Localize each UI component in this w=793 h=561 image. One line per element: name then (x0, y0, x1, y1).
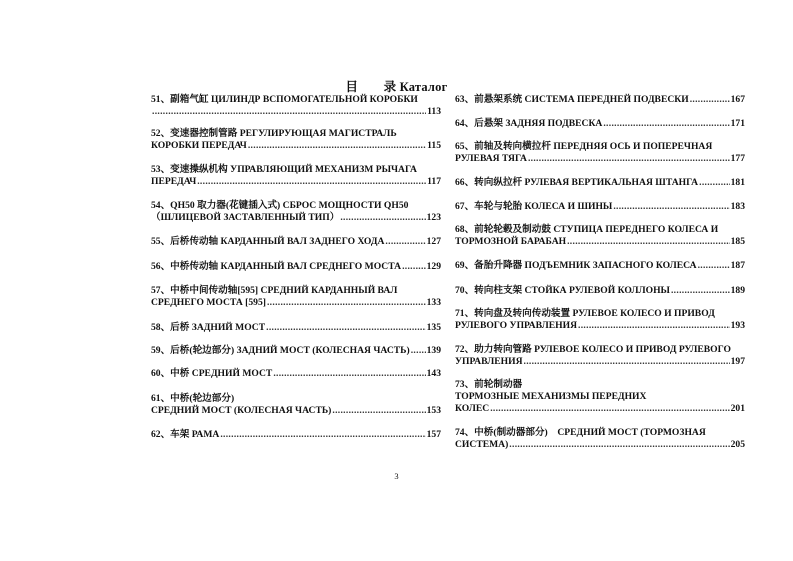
page-number: 3 (394, 471, 399, 481)
dot-leader (613, 201, 729, 213)
toc-page-number: 185 (730, 236, 745, 247)
toc-page-number: 129 (426, 261, 441, 272)
dot-leader (332, 405, 425, 417)
toc-entry[interactable] (455, 344, 745, 368)
toc-entry-text: ТОРМОЗНОЙ БАРАБАН (455, 236, 567, 247)
toc-entry-text: ТОРМОЗНЫЕ МЕХАНИЗМЫ ПЕРЕДНИХ (455, 391, 647, 402)
toc-entry-text: 52、变速器控制管路 РЕГУЛИРУЮЩАЯ МАГИСТРАЛЬ (151, 128, 397, 139)
toc-page-number: 153 (426, 405, 441, 416)
dot-leader (578, 320, 730, 332)
toc-entry[interactable] (151, 368, 441, 380)
dot-leader (273, 368, 425, 380)
toc-entry[interactable] (455, 427, 745, 451)
toc-page-number: 197 (730, 356, 745, 367)
toc-entry-text: 71、转向盘及转向传动装置 РУЛЕВОЕ КОЛЕСО И ПРИВОД (455, 308, 715, 319)
toc-entry-text: СРЕДНИЙ МОСТ (КОЛЕСНАЯ ЧАСТЬ) (151, 405, 332, 416)
toc-entry-text: РУЛЕВАЯ ТЯГА (455, 153, 527, 164)
toc-entry-text: СРЕДНЕГО МОСТА [595] (151, 297, 266, 308)
toc-page-number: 143 (426, 368, 441, 379)
toc-page-number: 181 (730, 177, 745, 188)
dot-leader (528, 153, 730, 165)
toc-entry[interactable] (455, 224, 745, 248)
dot-leader (340, 212, 425, 224)
dot-leader (411, 345, 426, 357)
toc-entry[interactable] (151, 128, 441, 152)
toc-page-number: 177 (730, 153, 745, 164)
dot-leader (267, 297, 426, 309)
toc-entry-text: 66、转向纵拉杆 РУЛЕВАЯ ВЕРТИКАЛЬНАЯ ШТАНГА (455, 177, 699, 188)
toc-entry-text: 61、中桥(轮边部分) (151, 393, 235, 404)
toc-entry-text: ПЕРЕДАЧ (151, 176, 197, 187)
dot-leader (385, 236, 425, 248)
toc-entry-text: 68、前轮轮毂及制动鼓 СТУПИЦА ПЕРЕДНЕГО КОЛЕСА И (455, 224, 719, 235)
toc-page-number: 117 (427, 176, 441, 187)
toc-entry[interactable] (455, 118, 745, 130)
dot-leader (603, 118, 729, 130)
toc-entry-text: КОЛЕС (455, 403, 490, 414)
toc-entry-text: 69、备胎升降器 ПОДЪЕМНИК ЗАПАСНОГО КОЛЕСА (455, 260, 697, 271)
toc-entry-text: 56、中桥传动轴 КАРДАННЫЙ ВАЛ СРЕДНЕГО МОСТА (151, 261, 402, 272)
page-title: 目 录 Каталог (345, 80, 448, 94)
toc-entry-text: СИСТЕМА) (455, 439, 509, 450)
toc-entry[interactable] (455, 177, 745, 189)
toc-entry[interactable] (151, 200, 441, 224)
toc-entry[interactable] (151, 164, 441, 188)
toc-entry-text: 51、副箱气缸 ЦИЛИНДР ВСПОМОГАТЕЛЬНОЙ КОРОБКИ (151, 94, 418, 105)
toc-entry[interactable] (455, 201, 745, 213)
toc-entry[interactable] (151, 322, 441, 334)
dot-leader (152, 106, 426, 118)
toc-entry[interactable] (151, 429, 441, 441)
toc-page-number: 205 (730, 439, 745, 450)
toc-page-number: 133 (426, 297, 441, 308)
toc-entry[interactable] (455, 379, 745, 415)
toc-entry-text: 63、前悬架系统 СИСТЕМА ПЕРЕДНЕЙ ПОДВЕСКИ (455, 94, 689, 105)
toc-entry-text: 59、后桥(轮边部分) ЗАДНИЙ МОСТ (КОЛЕСНАЯ ЧАСТЬ) (151, 345, 410, 356)
dot-leader (248, 140, 426, 152)
toc-entry[interactable] (151, 236, 441, 248)
toc-entry-text: 54、QH50 取力器(花键插入式) СБРОС МОЩНОСТИ QH50 (151, 200, 409, 211)
toc-page-number: 113 (427, 106, 441, 117)
toc-page-number: 127 (426, 236, 441, 247)
dot-leader (490, 403, 729, 415)
toc-page-number: 157 (426, 429, 441, 440)
toc-entry-text: 60、中桥 СРЕДНИЙ МОСТ (151, 368, 273, 379)
dot-leader (197, 176, 426, 188)
toc-entry[interactable] (455, 260, 745, 272)
toc-entry-text: 65、前轴及转向横拉杆 ПЕРЕДНЯЯ ОСЬ И ПОПЕРЕЧНАЯ (455, 141, 713, 152)
toc-entry-text: 67、车轮与轮胎 КОЛЕСА И ШИНЫ (455, 201, 613, 212)
dot-leader (220, 429, 425, 441)
toc-entry[interactable] (455, 308, 745, 332)
toc-entry-text: 53、变速操纵机构 УПРАВЛЯЮЩИЙ МЕХАНИЗМ РЫЧАГА (151, 164, 417, 175)
toc-entry-text: КОРОБКИ ПЕРЕДАЧ (151, 140, 247, 151)
toc-entry-text: （ШЛИЦЕВОЙ ЗАСТАВЛЕННЫЙ ТИП） (151, 212, 340, 223)
toc-page-number: 171 (730, 118, 745, 129)
toc-entry-text: 73、前轮制动器 (455, 379, 523, 390)
toc-page-number: 135 (426, 322, 441, 333)
dot-leader (690, 94, 730, 106)
toc-page-number: 183 (730, 201, 745, 212)
toc-entry[interactable] (455, 285, 745, 297)
toc-page-number: 167 (730, 94, 745, 105)
toc-entry-text: 58、后桥 ЗАДНИЙ МОСТ (151, 322, 266, 333)
dot-leader (402, 261, 426, 273)
dot-leader (524, 356, 730, 368)
toc-entry[interactable] (455, 141, 745, 165)
dot-leader (567, 236, 730, 248)
toc-page-number: 123 (426, 212, 441, 223)
dot-leader (699, 177, 729, 189)
toc-page-number: 189 (730, 285, 745, 296)
toc-entry[interactable] (151, 285, 441, 309)
toc-entry[interactable] (151, 345, 441, 357)
toc-entry[interactable] (151, 393, 441, 417)
dot-leader (266, 322, 425, 334)
dot-leader (671, 285, 730, 297)
toc-entry[interactable] (151, 261, 441, 273)
dot-leader (698, 260, 730, 272)
dot-leader (509, 439, 729, 451)
toc-entry-text: 64、后悬架 ЗАДНЯЯ ПОДВЕСКА (455, 118, 603, 129)
toc-page-number: 201 (730, 403, 745, 414)
toc-page-number: 193 (730, 320, 745, 331)
toc-entry-text: 62、车架 РАМА (151, 429, 220, 440)
toc-entry-text: 74、中桥(制动器部分) СРЕДНИЙ МОСТ (ТОРМОЗНАЯ (455, 427, 706, 438)
toc-entry[interactable] (151, 94, 441, 118)
toc-page-number: 115 (427, 140, 441, 151)
toc-entry-text: 70、转向柱支架 СТОЙКА РУЛЕВОЙ КОЛЛОНЫ (455, 285, 670, 296)
toc-entry-text: УПРАВЛЕНИЯ (455, 356, 523, 367)
toc-page-number: 139 (426, 345, 441, 356)
toc-entry-text: РУЛЕВОГО УПРАВЛЕНИЯ (455, 320, 578, 331)
toc-page-number: 187 (730, 260, 745, 271)
toc-entry-text: 57、中桥中间传动轴[595] СРЕДНИЙ КАРДАННЫЙ ВАЛ (151, 285, 398, 296)
toc-entry-text: 72、助力转向管路 РУЛЕВОЕ КОЛЕСО И ПРИВОД РУЛЕВОГО (455, 344, 731, 355)
toc-entry[interactable] (455, 94, 745, 106)
toc-entry-text: 55、后桥传动轴 КАРДАННЫЙ ВАЛ ЗАДНЕГО ХОДА (151, 236, 385, 247)
